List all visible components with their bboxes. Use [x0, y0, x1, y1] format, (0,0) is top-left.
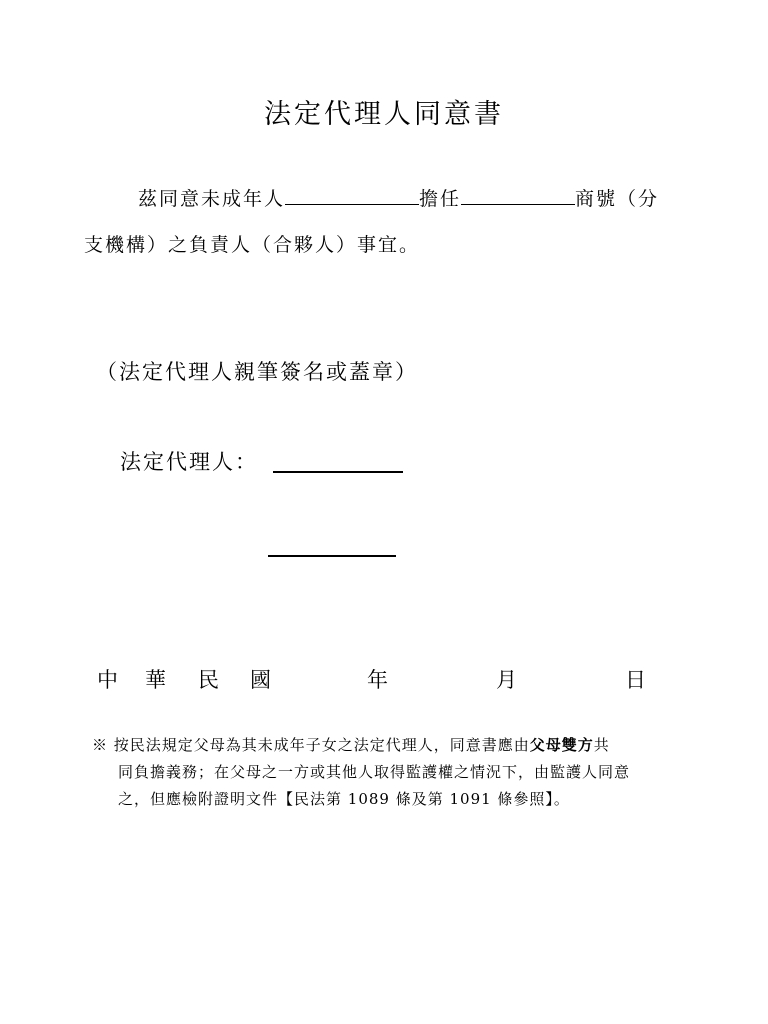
date-month-label: 月 [496, 668, 517, 692]
signature-line-1[interactable] [273, 471, 403, 473]
consent-prefix: 茲同意未成年人 [138, 188, 286, 210]
consent-line-1 [138, 184, 659, 211]
date-era-char-2: 華 [145, 668, 166, 692]
minor-name-blank[interactable] [285, 184, 419, 205]
legal-note-text-end: 共 [593, 736, 610, 754]
legal-note-line-1 [92, 734, 610, 755]
consent-line-2: 支機構）之負責人（合夥人）事宜。 [84, 234, 421, 256]
date-day-label: 日 [625, 668, 646, 692]
date-era-char-1: 中 [97, 668, 118, 692]
date-era-char-4: 國 [250, 668, 271, 692]
legal-note-text: ※ 按民法規定父母為其未成年子女之法定代理人，同意書應由 [92, 736, 530, 754]
date-year-label: 年 [367, 668, 388, 692]
signature-line-2[interactable] [268, 555, 396, 557]
signature-instruction: （法定代理人親筆簽名或蓋章） [96, 360, 418, 384]
date-era-char-3: 民 [198, 668, 219, 692]
consent-mid: 擔任 [419, 188, 462, 210]
document-title: 法定代理人同意書 [264, 99, 504, 130]
legal-note-line-2: 同負擔義務；在父母之一方或其他人取得監護權之情況下，由監護人同意 [118, 763, 631, 781]
legal-note-line-3: 之，但應檢附證明文件【民法第 1089 條及第 1091 條參照】。 [118, 790, 570, 808]
legal-agent-label: 法定代理人： [120, 450, 258, 474]
consent-suffix: 商號（分 [575, 188, 660, 210]
legal-note-emphasis: 父母雙方 [529, 736, 594, 754]
business-name-blank[interactable] [461, 184, 575, 205]
